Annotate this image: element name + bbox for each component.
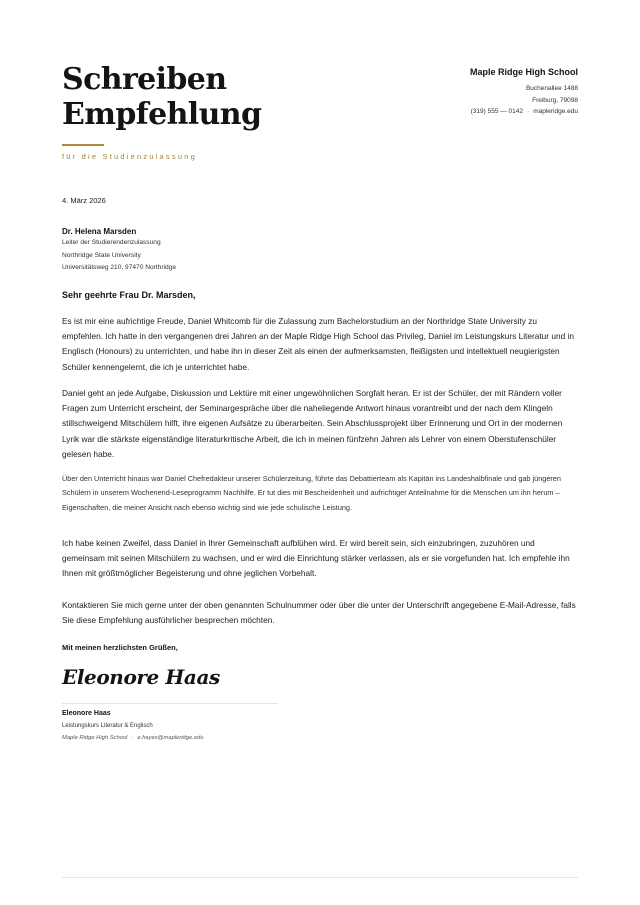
recipient-institution: Northridge State University	[62, 251, 141, 259]
school-contact	[470, 106, 578, 118]
recipient-address: Universitätsweg 210, 97470 Northridge	[62, 264, 176, 271]
body-paragraph: Daniel geht an jede Aufgabe, Diskussion und Lektüre mit einer ungewöhnlichen Sorgfalt heran. Er ist der Schüler, der mit Rändern voller Fragen zum Unterricht erscheint, der Seminargespräche über die naheliegende Antwort hinaus vorantreibt und der nach dem Klingeln stillschweigend Mitschülern hilft, ihre eigenen Aufsätze zu überarbeiten. Sein Abschlussprojekt über Erinnerung und Ort in der modernen Lyrik war die stärkste eigenständige literaturkritische Arbeit, die ich in meinen fünfzehn Jahren als Lehrer von einem Oberstufenschüler gelesen habe.	[62, 388, 563, 459]
school-letterhead	[470, 66, 578, 118]
letter-title	[62, 62, 261, 132]
separator-dot: ·	[131, 735, 134, 741]
school-name: Maple Ridge High School	[469, 67, 578, 77]
signer-role: Leistungskurs Literatur & Englisch	[62, 723, 153, 729]
signer-meta	[62, 733, 204, 743]
school-street: Buchenallee 1488	[525, 85, 578, 92]
school-website: mapleridge.edu	[533, 108, 578, 115]
signature-rule	[62, 703, 278, 704]
title-line-1: Schreiben	[62, 62, 227, 97]
body-paragraph: Über den Unterricht hinaus war Daniel Chefredakteur unserer Schülerzeitung, führte das Debattierteam als Kapitän ins Landeshalbfinale und gab jüngeren Schülern in unserem Wochenend-Leseprogramm Nachhilfe. Er tut dies mit Bescheidenheit und aufrichtiger Anteilnahme für die Menschen um ihn herum – Eigenschaften, die meiner Ansicht nach ebenso wichtig sind wie jede schulische Leistung.	[62, 474, 561, 512]
recipient-block	[62, 226, 176, 275]
signer-school: Maple Ridge High School	[62, 735, 128, 741]
school-phone: (319) 555 — 0142	[470, 108, 524, 115]
signer-block	[62, 708, 204, 743]
letter-date: 4. März 2026	[62, 196, 106, 205]
salutation: Sehr geehrte Frau Dr. Marsden,	[62, 290, 196, 300]
signer-name: Eleonore Haas	[62, 710, 111, 717]
closing-line: Mit meinen herzlichsten Grüßen,	[62, 643, 178, 652]
recipient-name: Dr. Helena Marsden	[62, 227, 137, 236]
separator-dot: ·	[527, 108, 530, 115]
footer-rule	[62, 877, 578, 878]
title-line-2: Empfehlung	[62, 97, 262, 132]
body-paragraph: Kontaktieren Sie mich gerne unter der oben genannten Schulnummer oder über die unter der Unterschrift angegebene E-Mail-Adresse, falls Sie diese Empfehlung ausführlicher besprechen möchten.	[62, 600, 576, 626]
signer-email: e.hayes@mapleridge.edu	[137, 735, 204, 741]
body-paragraph: Ich habe keinen Zweifel, dass Daniel in Ihrer Gemeinschaft aufblühen wird. Er wird bereit sein, sich einzubringen, zuzuhören und gemeinsam mit seinen Mitschülern zu wachsen, und er wird die Einrichtung stärker verlassen, als er sie vorgefunden hat. Ich empfehle ihn Ihnen mit größtmöglicher Begeisterung und ohne jeglichen Vorbehalt.	[62, 538, 570, 579]
letter-subtitle: für die Studienzulassung	[62, 152, 197, 161]
recipient-role: Leiter der Studierendenzulassung	[62, 239, 161, 246]
title-accent-rule	[62, 144, 104, 146]
body-paragraph: Es ist mir eine aufrichtige Freude, Daniel Whitcomb für die Zulassung zum Bachelorstudium an der Northridge State University zu empfehlen. Ich hatte in den vergangenen drei Jahren an der Maple Ridge High School das Privileg, Daniel im Leistungskurs Literatur und in Englisch (Honours) zu unterrichten, und habe ihn in dieser Zeit als einen der aufmerksamsten, fleißigsten und intellektuell neugierigsten Schüler kennengelernt, die ich je unterrichtet habe.	[62, 316, 574, 372]
school-city: Freiburg, 79098	[532, 96, 578, 104]
handwritten-signature: Eleonore Haas	[62, 665, 220, 689]
